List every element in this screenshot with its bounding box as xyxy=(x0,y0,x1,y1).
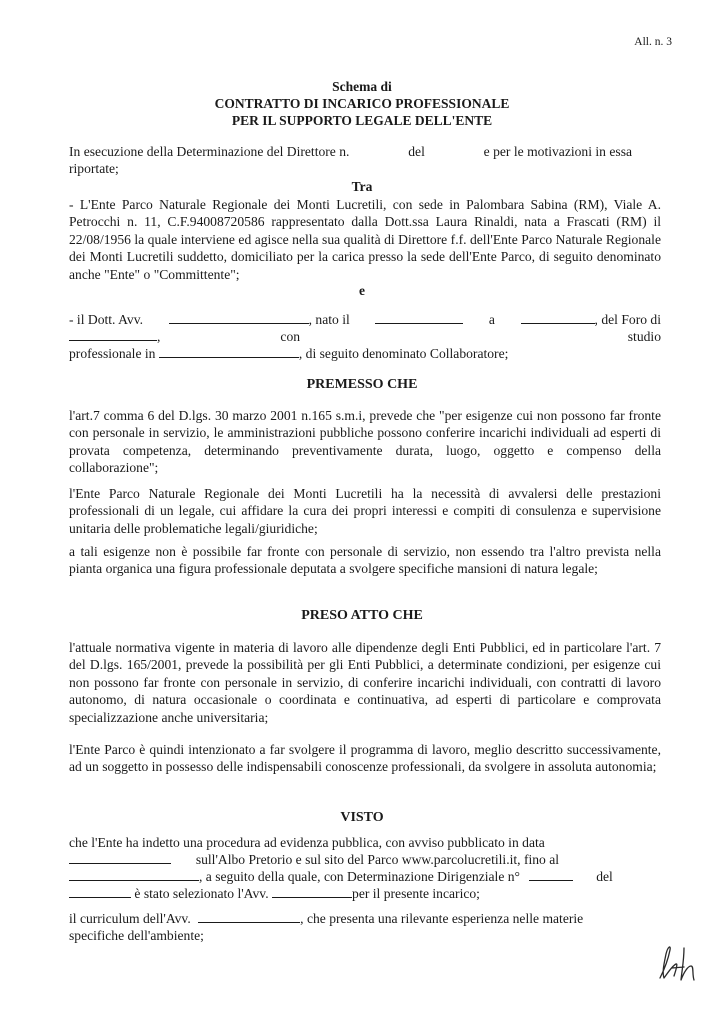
collab-text-8: professionale in xyxy=(69,346,156,361)
blank-foro[interactable] xyxy=(69,328,157,341)
intro-text-3: e per le motivazioni in essa xyxy=(483,144,633,159)
collaboratore-line-1 xyxy=(69,311,661,328)
title-line-2: CONTRATTO DI INCARICO PROFESSIONALE xyxy=(214,96,510,111)
intro-line xyxy=(69,143,661,160)
collab-text-1: - il Dott. Avv. xyxy=(69,312,144,327)
intro-text-1: In esecuzione della Determinazione del Direttore n. xyxy=(69,144,350,159)
collaboratore-line-3 xyxy=(69,345,661,362)
preso-atto-heading: PRESO ATTO CHE xyxy=(301,608,423,623)
premesso-paragraph-1: l'art.7 comma 6 del D.lgs. 30 marzo 2001 n.165 s.m.i, prevede che "per esigenze cui non possono far fronte con personale in servizio, le amministrazioni pubbliche possono conferire incarichi individuali ad esperti di provata competenza, determinando preventivamente durata, luogo, oggetto e compenso della collaborazione"; xyxy=(69,408,661,476)
curriculum-line-1 xyxy=(69,910,661,927)
intro-line-2: riportate; xyxy=(69,161,119,176)
collab-text-5: , xyxy=(157,329,161,344)
visto-line-3 xyxy=(69,868,661,885)
preso-atto-paragraph-2: l'Ente Parco è quindi intenzionato a far svolgere il programma di lavoro, meglio descritto successivamente, ad un soggetto in possesso delle indispensabili conoscenze professionali, da svolgere in assoluta autonomia; xyxy=(69,742,661,775)
visto-text-4b: per il presente incarico; xyxy=(352,886,480,901)
blank-luogo[interactable] xyxy=(521,311,595,324)
signature-initials xyxy=(654,940,702,984)
blank-studio[interactable] xyxy=(159,345,299,358)
collab-text-7: studio xyxy=(627,329,661,344)
title-line-3: PER IL SUPPORTO LEGALE DELL'ENTE xyxy=(231,113,493,128)
visto-heading: VISTO xyxy=(340,810,384,825)
blank-data-nascita[interactable] xyxy=(375,311,463,324)
tra-label: Tra xyxy=(351,179,373,194)
curriculum-text-1: il curriculum dell'Avv. xyxy=(69,911,191,926)
preso-atto-paragraph-1: l'attuale normativa vigente in materia di lavoro alle dipendenze degli Enti Pubblici, ed in particolare l'art. 7 del D.lgs. 165/2001, prevede la possibilità per gli Enti Pubblici, a determinate condizioni, per esigenze cui non possono far fronte con personale in servizio, di conferire incarichi individuali, con contratti di lavoro autonomo, di natura occasionale o coordinata e continuativa, ad esperti di particolare e comprovata specializzazione anche universitaria; xyxy=(69,640,661,725)
visto-text-4a: è stato selezionato l'Avv. xyxy=(134,886,269,901)
visto-text-2: sull'Albo Pretorio e sul sito del Parco www.parcolucretili.it, fino al xyxy=(195,852,560,867)
e-label: e xyxy=(359,283,365,298)
blank-avvocato[interactable] xyxy=(272,885,352,898)
collab-text-3: a xyxy=(488,312,495,327)
blank-nome[interactable] xyxy=(169,311,309,324)
visto-line-2 xyxy=(69,851,661,868)
premesso-paragraph-3: a tali esigenze non è possibile far fronte con personale di servizio, non essendo tra l'altro prevista nella pianta organica una figura professionale deputata a svolgere specifiche mansioni di natura legale; xyxy=(69,544,661,577)
curriculum-text-2: , che presenta una rilevante esperienza nelle materie xyxy=(300,911,584,926)
curriculum-line-2: specifiche dell'ambiente; xyxy=(69,928,204,943)
blank-scadenza[interactable] xyxy=(69,868,199,881)
visto-line-4 xyxy=(69,885,661,902)
premesso-paragraph-2: l'Ente Parco Naturale Regionale dei Monti Lucretili ha la necessità di avvalersi delle prestazioni professionali di un legale, cui affidare la cura dei propri interessi e compiti di consulenza e supervisione unitaria delle problematiche legali/giuridiche; xyxy=(69,486,661,536)
blank-num-determinazione[interactable] xyxy=(529,868,573,881)
blank-data-determinazione[interactable] xyxy=(69,885,131,898)
collaboratore-line-2 xyxy=(69,328,661,345)
collab-text-4: , del Foro di xyxy=(594,312,661,327)
collab-text-2: , nato il xyxy=(308,312,350,327)
premesso-heading: PREMESSO CHE xyxy=(306,377,418,392)
visto-text-3b: del xyxy=(596,869,613,884)
collab-text-6: con xyxy=(280,329,301,344)
blank-data-avviso[interactable] xyxy=(69,851,171,864)
title-line-1: Schema di xyxy=(332,79,392,94)
intro-text-2: del xyxy=(408,144,425,159)
attachment-ref: All. n. 3 xyxy=(634,36,672,48)
visto-line-1: che l'Ente ha indetto una procedura ad evidenza pubblica, con avviso pubblicato in data xyxy=(69,835,545,850)
blank-curriculum-avv[interactable] xyxy=(198,910,300,923)
ente-paragraph: - L'Ente Parco Naturale Regionale dei Monti Lucretili, con sede in Palombara Sabina (RM), Viale A. Petrocchi n. 11, C.F.94008720586 rappresentato dalla Dott.ssa Laura Rinaldi, nata a Frascati (RM) il 22/08/1956 la quale interviene ed agisce nella sua qualità di Direttore f.f. dell'Ente Parco Naturale Regionale dei Monti Lucretili suddetto, domiciliato per la carica presso la sede dell'Ente Parco, di seguito denominato anche "Ente" o "Committente"; xyxy=(69,197,661,282)
collab-text-9: , di seguito denominato Collaboratore; xyxy=(298,346,509,361)
visto-text-3a: , a seguito della quale, con Determinazione Dirigenziale n° xyxy=(199,869,520,884)
